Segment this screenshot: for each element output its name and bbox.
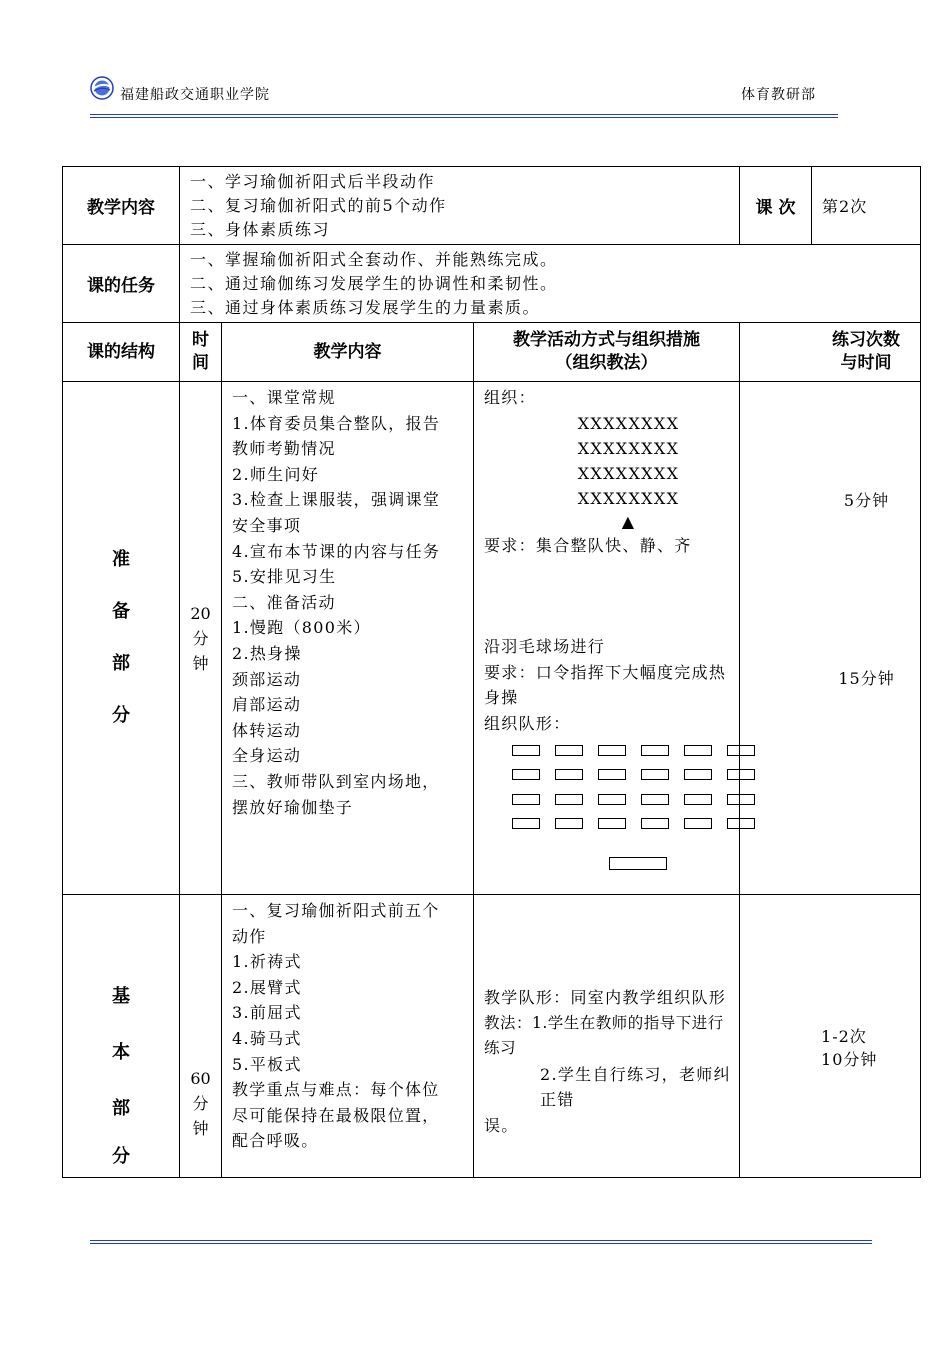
basic-content-line: 3.前屈式 — [232, 1003, 302, 1023]
yoga-mat — [641, 745, 669, 756]
header-time — [180, 323, 222, 382]
yoga-mat — [555, 745, 583, 756]
teacher-marker-icon: ▲ — [621, 511, 636, 531]
yoga-mat — [512, 818, 540, 829]
venue-text: 沿羽毛球场进行 — [484, 637, 606, 657]
time-char: 分 — [192, 1094, 209, 1113]
section-char: 分 — [112, 1146, 130, 1167]
teacher-mat — [609, 857, 667, 870]
prep-content-line: 颈部运动 — [232, 669, 302, 689]
section-char: 备 — [112, 601, 130, 622]
yoga-mat — [684, 769, 712, 780]
prep-practice-2: 15分钟 — [838, 669, 895, 688]
header-time-1: 时 — [192, 330, 209, 350]
time-char: 钟 — [192, 1119, 209, 1138]
header-content: 教学内容 — [222, 323, 474, 382]
lesson-plan-table — [62, 166, 921, 1178]
section-char: 部 — [112, 1098, 130, 1119]
header-time-2: 间 — [192, 353, 209, 373]
yoga-mat — [555, 769, 583, 780]
header-method — [474, 323, 740, 382]
task-line: 三、通过身体素质练习发展学生的力量素质。 — [190, 298, 541, 317]
basic-method-line: 2.学生自行练习，老师纠正错 — [540, 1064, 731, 1110]
yoga-mat — [641, 818, 669, 829]
yoga-mat — [598, 745, 626, 756]
header-practice-2: 与时间 — [840, 353, 892, 373]
label-teaching-content: 教学内容 — [63, 167, 180, 245]
basic-method — [474, 895, 740, 1178]
prep-content-line: 4.宣布本节课的内容与任务 — [232, 541, 441, 561]
basic-practice-1: 1-2次 — [821, 1027, 867, 1046]
label-session: 课 次 — [740, 167, 812, 245]
prep-content-line: 三、教师带队到室内场地， — [232, 771, 440, 791]
formation-label: 组织队形： — [484, 713, 571, 733]
time-char: 20 — [190, 603, 211, 623]
task-line: 一、掌握瑜伽祈阳式全套动作、并能熟练完成。 — [190, 250, 558, 269]
department-name: 体育教研部 — [741, 87, 816, 103]
time-char: 60 — [190, 1069, 211, 1088]
header-practice — [740, 323, 921, 382]
prep-practice-1: 5分钟 — [843, 491, 890, 510]
row-teaching-content — [63, 167, 921, 245]
prep-content-line: 1.慢跑（800米） — [232, 618, 371, 638]
basic-method-line: 教学队形：同室内教学组织队形 — [484, 988, 727, 1007]
prep-content-line: 1.体育委员集合整队，报告 — [232, 413, 441, 433]
header-structure: 课的结构 — [63, 323, 180, 382]
header-practice-1: 练习次数 — [832, 330, 901, 350]
section-char: 准 — [112, 549, 130, 570]
label-lesson-task: 课的任务 — [63, 245, 180, 323]
yoga-mat — [555, 794, 583, 805]
org-label: 组织： — [484, 388, 536, 407]
section-char: 本 — [112, 1042, 130, 1063]
formation-row: XXXXXXXX — [577, 463, 680, 483]
basic-time — [180, 895, 222, 1178]
header-method-2: （组织教法） — [555, 353, 658, 373]
basic-method-line: 教法：1.学生在教师的指导下进行练习 — [484, 1013, 724, 1058]
prep-content — [222, 382, 474, 895]
yoga-mat — [598, 769, 626, 780]
prep-content-line: 肩部运动 — [232, 695, 302, 715]
page-header — [90, 76, 838, 102]
content-line: 二、复习瑜伽祈阳式的前5个动作 — [190, 196, 447, 215]
yoga-mat — [641, 769, 669, 780]
basic-method-line: 误。 — [484, 1115, 519, 1135]
yoga-mat — [555, 818, 583, 829]
formation-row: XXXXXXXX — [577, 413, 680, 433]
prep-content-line: 一、课堂常规 — [232, 388, 336, 407]
time-char: 分 — [192, 628, 209, 648]
section-label-basic — [63, 895, 180, 1178]
school-logo-icon — [90, 76, 114, 100]
mat-formation-diagram — [484, 737, 733, 887]
basic-content-line: 配合呼吸。 — [232, 1131, 319, 1151]
yoga-mat — [684, 745, 712, 756]
basic-content-line: 4.骑马式 — [232, 1028, 302, 1048]
basic-content-line: 一、复习瑜伽祈阳式前五个 — [232, 901, 440, 920]
basic-practice-2: 10分钟 — [821, 1050, 878, 1069]
section-char: 基 — [112, 986, 130, 1007]
basic-content-line: 1.祈祷式 — [232, 952, 302, 972]
basic-content-line: 动作 — [232, 926, 267, 946]
formation-row: XXXXXXXX — [577, 438, 680, 458]
time-char: 钟 — [192, 653, 209, 673]
content-line: 一、学习瑜伽祈阳式后半段动作 — [190, 172, 436, 191]
prep-method — [474, 382, 740, 895]
section-char: 分 — [112, 705, 130, 726]
section-char: 部 — [112, 653, 130, 674]
basic-content-line: 2.展臂式 — [232, 977, 302, 997]
row-preparation — [63, 382, 921, 895]
prep-content-line: 全身运动 — [232, 746, 302, 766]
teaching-content-lines — [180, 167, 740, 245]
row-basic — [63, 895, 921, 1178]
basic-content-line: 教学重点与难点：每个体位 — [232, 1080, 440, 1100]
content-line: 三、身体素质练习 — [190, 220, 331, 239]
yoga-mat — [598, 818, 626, 829]
prep-content-line: 体转运动 — [232, 720, 302, 740]
footer-rule — [90, 1240, 872, 1244]
yoga-mat — [598, 794, 626, 805]
header-rule — [90, 114, 838, 118]
prep-content-line: 3.检查上课服装，强调课堂 — [232, 490, 441, 510]
row-column-headers — [63, 323, 921, 382]
task-line: 二、通过瑜伽练习发展学生的协调性和柔韧性。 — [190, 274, 558, 293]
yoga-mat — [684, 794, 712, 805]
formation-row: XXXXXXXX — [577, 488, 680, 508]
prep-content-line: 2.热身操 — [232, 643, 302, 663]
basic-practice — [740, 895, 921, 1178]
prep-time — [180, 382, 222, 895]
requirement-1: 要求：集合整队快、静、齐 — [484, 535, 692, 555]
prep-content-line: 摆放好瑜伽垫子 — [232, 797, 354, 817]
yoga-mat — [641, 794, 669, 805]
prep-content-line: 5.安排见习生 — [232, 567, 337, 587]
lesson-task-lines — [180, 245, 921, 323]
prep-content-line: 2.师生问好 — [232, 464, 320, 484]
school-name: 福建船政交通职业学院 — [120, 87, 270, 103]
section-label-preparation — [63, 382, 180, 895]
prep-content-line: 安全事项 — [232, 515, 302, 535]
prep-practice — [740, 382, 921, 895]
row-lesson-task — [63, 245, 921, 323]
header-method-1: 教学活动方式与组织措施 — [513, 330, 700, 350]
basic-content-line: 尽可能保持在最极限位置， — [232, 1105, 440, 1125]
basic-content — [222, 895, 474, 1178]
yoga-mat — [512, 745, 540, 756]
session-value: 第2次 — [812, 167, 921, 245]
basic-content-line: 5.平板式 — [232, 1054, 302, 1074]
yoga-mat — [684, 818, 712, 829]
yoga-mat — [512, 794, 540, 805]
prep-content-line: 二、准备活动 — [232, 592, 336, 612]
requirement-2: 要求：口令指挥下大幅度完成热身操 — [484, 662, 727, 708]
yoga-mat — [512, 769, 540, 780]
prep-content-line: 教师考勤情况 — [232, 439, 336, 459]
